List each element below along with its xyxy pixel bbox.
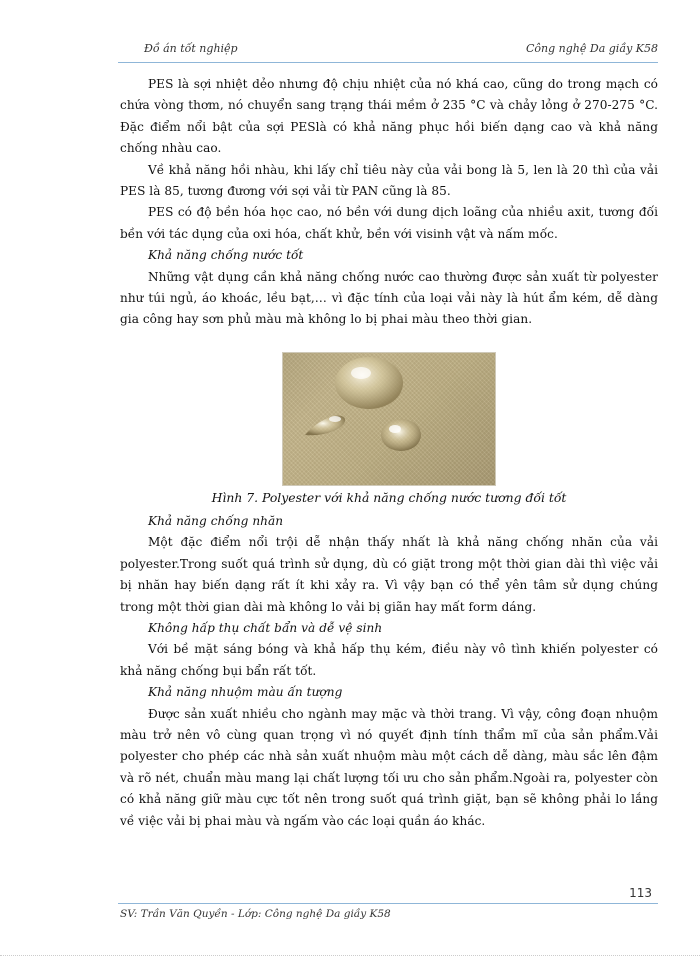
header-right-title: Công nghệ Da giầy K58 [526,42,658,55]
paragraph-crease-recovery: Về khả năng hồi nhàu, khi lấy chỉ tiêu này của vải bong là 5, len là 20 thì của vải PES là 85, tương đương với sợi vải từ PAN cũng là 85. [120,162,658,199]
paragraph-dyeing: Được sản xuất nhiều cho ngành may mặc và thời trang. Vì vậy, công đoạn nhuộm màu trở nên vô cùng quan trọng vì nó quyết định tính thẩm mĩ của sản phẩm.Vải polyester cho phép các nhà sản xuất nhuộm màu một cách dễ dàng, màu sắc lên đậm và rõ nét, chuẩn màu mang lại chất lượng tối ưu cho sản phẩm.Ngoài ra, polyester còn có khả năng giữ màu cực tốt nên trong suốt quá trình giặt, bạn sẽ không phải lo lắng về việc vải bị phai màu và ngấm vào các loại quần áo khác. [120,706,658,828]
header-left-title: Đồ án tốt nghiệp [144,42,238,55]
upper-body-text [120,74,658,331]
page-bottom-edge [0,955,700,956]
paragraph-pes-heat: PES là sợi nhiệt dẻo nhưng độ chịu nhiệt của nó khá cao, cũng do trong mạch có chứa vòng thơm, nó chuyển sang trạng thái mềm ở 235 °C và chảy lỏng ở 270-275 °C. Đặc điểm nổi bật của sợi PESlà có khả năng phục hồi biến dạng cao và khả năng chống nhàu cao. [120,77,658,156]
paragraph-chemical-durability: PES có độ bền hóa học cao, nó bền với dung dịch loãng của nhiều axit, tương đối bền với tác dụng của oxi hóa, chất khử, bền với visinh vật và nấm mốc. [120,205,658,241]
subheading-wrinkle-resistance: Khả năng chống nhăn [148,514,284,528]
paragraph-water-resistance: Những vật dụng cần khả năng chống nước cao thường được sản xuất từ polyester như túi ngủ, áo khoác, lều bạt,… vì đặc tính của loại vải này là hút ẩm kém, dễ dàng gia công hay sơn phủ màu mà không lo bị phai màu theo thời gian. [120,269,658,327]
page-header [118,38,658,60]
polyester-water-droplet-image [282,352,496,486]
subheading-dyeing: Khả năng nhuộm màu ấn tượng [148,685,343,700]
page-number: 113 [629,886,652,900]
subheading-water-resistance: Khả năng chống nước tốt [148,248,304,263]
lower-body-text [120,511,658,832]
subheading-dirt-resistance: Không hấp thụ chất bẩn và dễ vệ sinh [148,621,383,636]
header-divider [118,62,658,63]
page-footer: SV: Trần Văn Quyền - Lớp: Công nghệ Da giầy K58 [120,908,391,920]
figure-caption: Hình 7. Polyester với khả năng chống nước tương đối tốt [211,490,567,505]
paragraph-wrinkle-resistance: Một đặc điểm nổi trội dễ nhận thấy nhất là khả năng chống nhăn của vải polyester.Trong suốt quá trình sử dụng, dù có giặt trong một thời gian dài thì việc vải bị nhăn hay biến dạng rất ít khi xảy ra. Vì vậy bạn có thể yên tâm sử dụng chúng trong một thời gian dài mà không lo vải bị giãn hay mất form dáng. [120,535,658,614]
paragraph-dirt-resistance: Với bề mặt sáng bóng và khả hấp thụ kém, điều này vô tình khiến polyester có khả năng chống bụi bẩn rất tốt. [120,642,658,678]
footer-divider [118,903,658,904]
